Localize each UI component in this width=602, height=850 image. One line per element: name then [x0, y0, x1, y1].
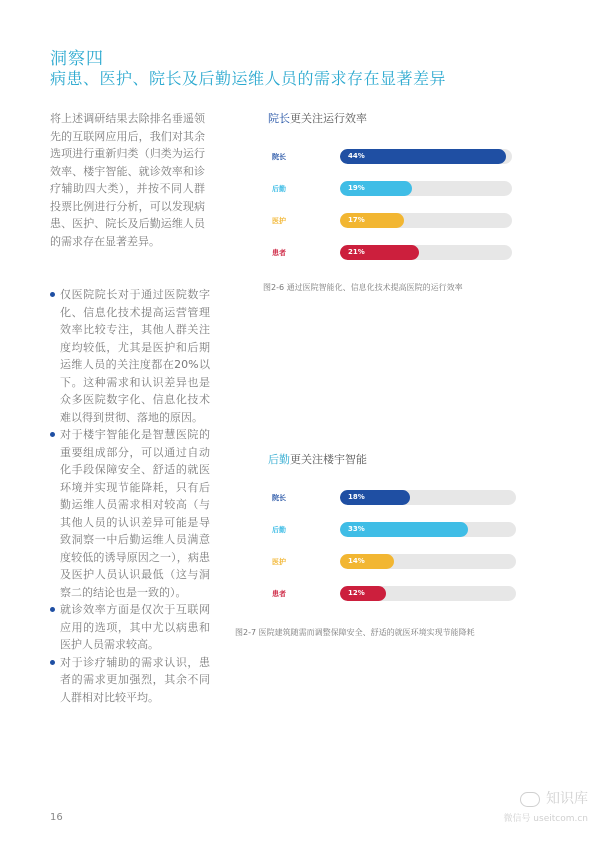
chart2-bar: [340, 586, 386, 601]
chart2-title: 后勤更关注楼宇智能: [268, 453, 367, 466]
page-headline: 病患、医护、院长及后勤运维人员的需求存在显著差异: [50, 69, 447, 88]
chart2-value-label: 33%: [348, 525, 365, 533]
chart1-bar: [340, 149, 506, 164]
chart2-bar-track: [340, 554, 516, 569]
chart1-value-label: 19%: [348, 184, 365, 192]
bullet-item: 就诊效率方面是仅次于互联网应用的选项，其中尤以病患和医护人员需求较高。: [50, 601, 210, 654]
chart2-category-label: 院长: [272, 494, 286, 502]
chart2-bar: [340, 490, 410, 505]
intro-paragraph: 将上述调研结果去除排名垂遥领先的互联网应用后，我们对其余选项进行重新归类（归类为运行效率、楼宇智能、就诊效率和诊疗辅助四大类），并按不同人群投票比例进行分析，可以发现病患、医护、院长及后勤运维人员的需求存在显著差异。: [50, 112, 205, 248]
chart2-bar: [340, 522, 468, 537]
chart2-caption: 图2-7 医院建筑随需而调整保障安全、舒适的就医环境实现节能降耗: [235, 628, 475, 637]
watermark-sub: 微信号 useitcom.cn: [503, 814, 588, 824]
bullet-dot-icon: [50, 292, 55, 297]
chart2-category-label: 后勤: [272, 526, 286, 534]
bullet-dot-icon: [50, 432, 55, 437]
chart1-title: 院长更关注运行效率: [268, 112, 367, 125]
chart2-bar: [340, 554, 394, 569]
chart1-value-label: 44%: [348, 152, 365, 160]
chart1-bar-track: [340, 149, 512, 164]
chart2-bar-track: [340, 522, 516, 537]
page-number: 16: [50, 812, 63, 823]
chart1-caption: 图2-6 通过医院智能化、信息化技术提高医院的运行效率: [263, 283, 463, 292]
bullet-item: 对于楼宇智能化是智慧医院的重要组成部分，可以通过自动化手段保障安全、舒适的就医环境并实现节能降耗，只有后勤运维人员需求相对较高（与其他人员的认识差异可能是导致洞察一中后勤运维人员满意度较低的诱导原因之一），病患及医护人员认识最低（这与洞察二的结论也是一致的）。: [50, 426, 210, 601]
chart2-value-label: 12%: [348, 589, 365, 597]
chart1-value-label: 21%: [348, 248, 365, 256]
watermark: [503, 788, 588, 824]
chart1-category-label: 院长: [272, 153, 286, 161]
chart1-value-label: 17%: [348, 216, 365, 224]
wechat-icon: [520, 792, 540, 807]
bullet-item: 对于诊疗辅助的需求认识，患者的需求更加强烈，其余不同人群相对比较平均。: [50, 654, 210, 707]
chart2-category-label: 医护: [272, 558, 286, 566]
bullet-dot-icon: [50, 660, 55, 665]
watermark-logo: 知识库: [546, 791, 588, 807]
chart1-bar: [340, 181, 412, 196]
section-title: 洞察四: [50, 49, 104, 69]
bullet-dot-icon: [50, 607, 55, 612]
chart1-bar-track: [340, 181, 512, 196]
chart1-category-label: 患者: [272, 249, 286, 257]
chart1-bar-track: [340, 213, 512, 228]
chart2-value-label: 18%: [348, 493, 365, 501]
chart2-bar-track: [340, 586, 516, 601]
chart1-category-label: 后勤: [272, 185, 286, 193]
chart1-bar-track: [340, 245, 512, 260]
bullet-item: 仅医院院长对于通过医院数字化、信息化技术提高运营管理效率比较专注，其他人群关注度均较低，尤其是医护和后期运维人员的关注度都在20%以下。这种需求和认识差异也是众多医院数字化、信息化技术难以得到贯彻、落地的原因。: [50, 286, 210, 426]
bullet-list: [50, 286, 210, 706]
chart1-bar: [340, 213, 404, 228]
chart2-bar-track: [340, 490, 516, 505]
chart1-category-label: 医护: [272, 217, 286, 225]
chart2-value-label: 14%: [348, 557, 365, 565]
chart1-bar: [340, 245, 419, 260]
chart2-category-label: 患者: [272, 590, 286, 598]
